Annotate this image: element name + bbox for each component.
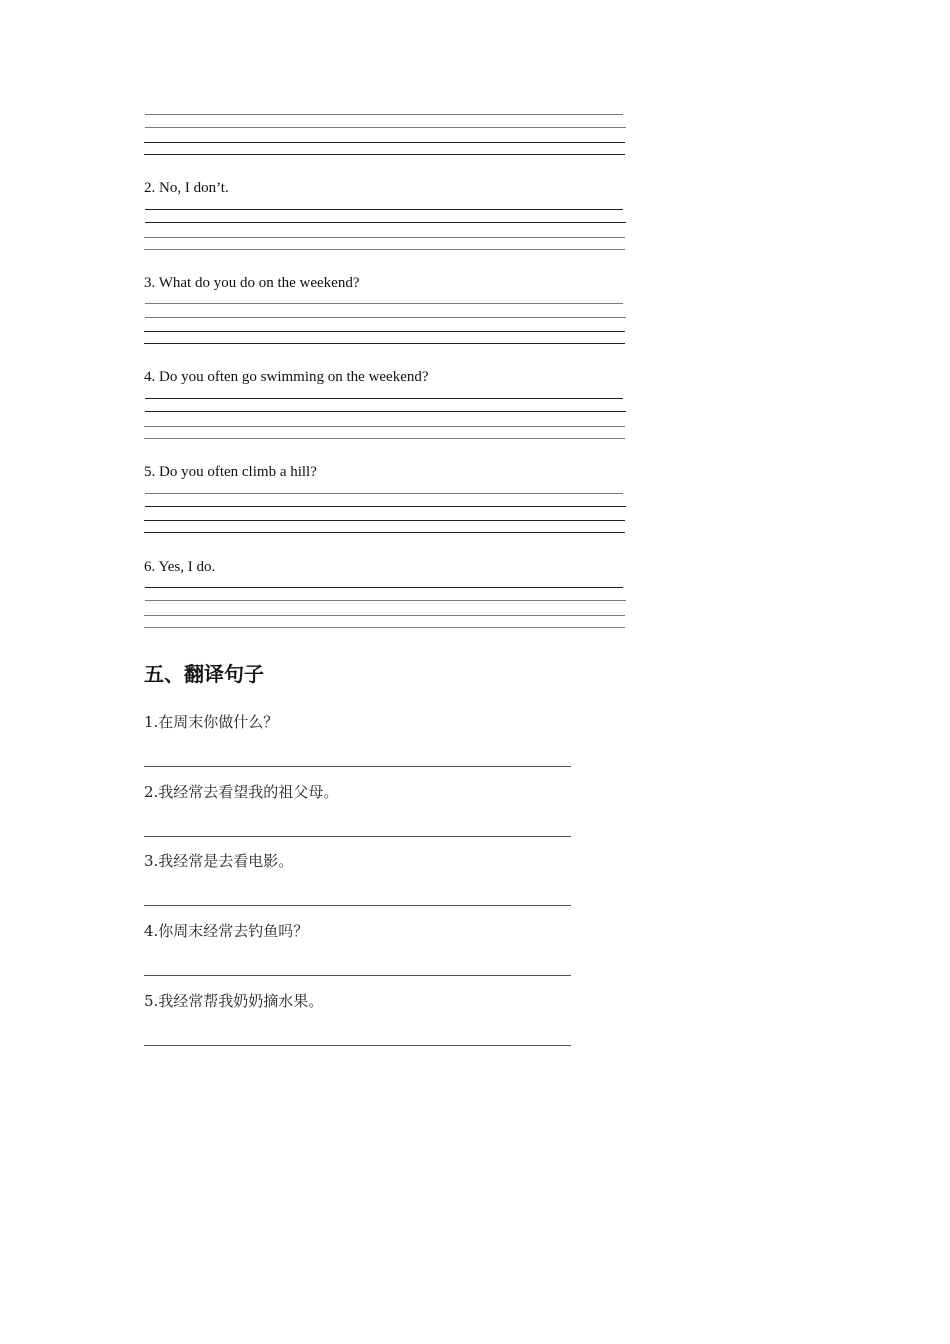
writing-line <box>145 222 626 223</box>
question-label-4: 4. Do you often go swimming on the weekend? <box>144 369 429 385</box>
writing-line <box>145 303 623 304</box>
writing-line <box>144 615 625 616</box>
writing-line <box>145 493 623 494</box>
writing-line <box>144 249 625 250</box>
answer-line-2[interactable] <box>144 836 571 837</box>
question-label-3: 3. What do you do on the weekend? <box>144 275 360 291</box>
translate-item-4: 4.你周末经常去钓鱼吗？ <box>144 922 309 940</box>
writing-line <box>145 600 626 601</box>
writing-line <box>145 506 626 507</box>
question-label-6: 6. Yes, I do. <box>144 559 216 575</box>
translate-item-2: 2.我经常去看望我的祖父母。 <box>144 783 339 801</box>
writing-line <box>144 532 625 533</box>
question-label-2: 2. No, I don’t. <box>144 180 229 196</box>
writing-line <box>144 438 625 439</box>
writing-line <box>144 520 625 521</box>
writing-line <box>144 331 625 332</box>
translate-item-3: 3.我经常是去看电影。 <box>144 852 294 870</box>
writing-line <box>145 114 623 115</box>
answer-line-5[interactable] <box>144 1045 571 1046</box>
writing-line <box>145 411 626 412</box>
writing-line <box>144 237 625 238</box>
writing-line <box>144 426 625 427</box>
writing-line <box>144 627 625 628</box>
writing-line <box>144 154 625 155</box>
answer-line-4[interactable] <box>144 975 571 976</box>
answer-line-3[interactable] <box>144 905 571 906</box>
translate-item-1: 1.在周末你做什么？ <box>144 713 279 731</box>
writing-line <box>144 343 625 344</box>
writing-line <box>144 142 625 143</box>
translate-item-5: 5.我经常帮我奶奶摘水果。 <box>144 992 324 1010</box>
answer-line-1[interactable] <box>144 766 571 767</box>
writing-line <box>145 209 623 210</box>
writing-line <box>145 317 626 318</box>
section-heading: 五、翻译句子 <box>144 662 264 686</box>
writing-line <box>145 127 626 128</box>
writing-line <box>145 587 623 588</box>
writing-line <box>145 398 623 399</box>
question-label-5: 5. Do you often climb a hill? <box>144 464 317 480</box>
